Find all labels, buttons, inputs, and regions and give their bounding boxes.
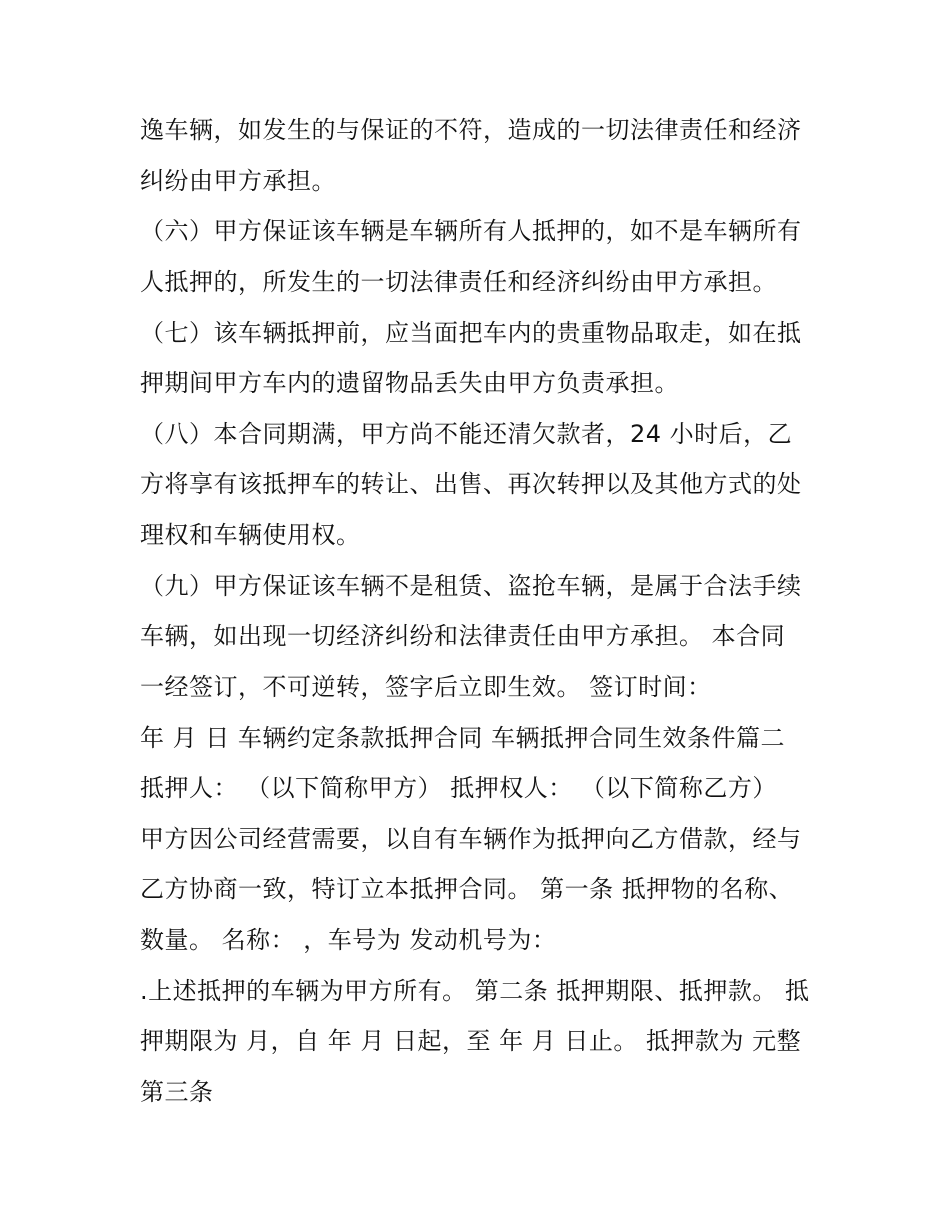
text-line: 抵押人： （以下简称甲方） 抵押权人： （以下简称乙方） [140,774,777,802]
text-line: 乙方协商一致，特订立本抵押合同。 第一条 抵押物的名称、 [140,875,794,903]
text-line: 理权和车辆使用权。 [140,521,361,549]
text-line: 第三条 [140,1078,214,1106]
text-line: .上述抵押的车辆为甲方所有。 第二条 抵押期限、抵押款。 抵 [140,977,810,1005]
text-line: 人抵押的，所发生的一切法律责任和经济纠纷由甲方承担。 [140,268,777,296]
text-line: 数量。 名称： ，车号为 发动机号为： [140,926,557,954]
text-line: （六）甲方保证该车辆是车辆所有人抵押的，如不是车辆所有 [140,217,802,245]
text-line: 一经签订，不可逆转，签字后立即生效。 签订时间： [140,673,712,701]
text-line: （八）本合同期满，甲方尚不能还清欠款者，24 小时后，乙 [140,420,793,448]
text-line: 年 月 日 车辆约定条款抵押合同 车辆抵押合同生效条件篇二 [140,724,786,752]
text-line: 方将享有该抵押车的转让、出售、再次转押以及其他方式的处 [140,470,802,498]
text-line: 纠纷由甲方承担。 [140,167,336,195]
text-line: 甲方因公司经营需要，以自有车辆作为抵押向乙方借款，经与 [140,825,802,853]
text-line: 押期限为 月，自 年 月 日起，至 年 月 日止。 抵押款为 元整 [140,1027,802,1055]
text-line: （九）甲方保证该车辆不是租赁、盗抢车辆，是属于合法手续 [140,572,802,600]
text-line: 押期间甲方车内的遗留物品丢失由甲方负责承担。 [140,369,679,397]
text-line: 逸车辆，如发生的与保证的不符，造成的一切法律责任和经济 [140,116,802,144]
text-line: 车辆，如出现一切经济纠纷和法律责任由甲方承担。 本合同 [140,622,786,650]
text-line: （七）该车辆抵押前，应当面把车内的贵重物品取走，如在抵 [140,319,802,347]
